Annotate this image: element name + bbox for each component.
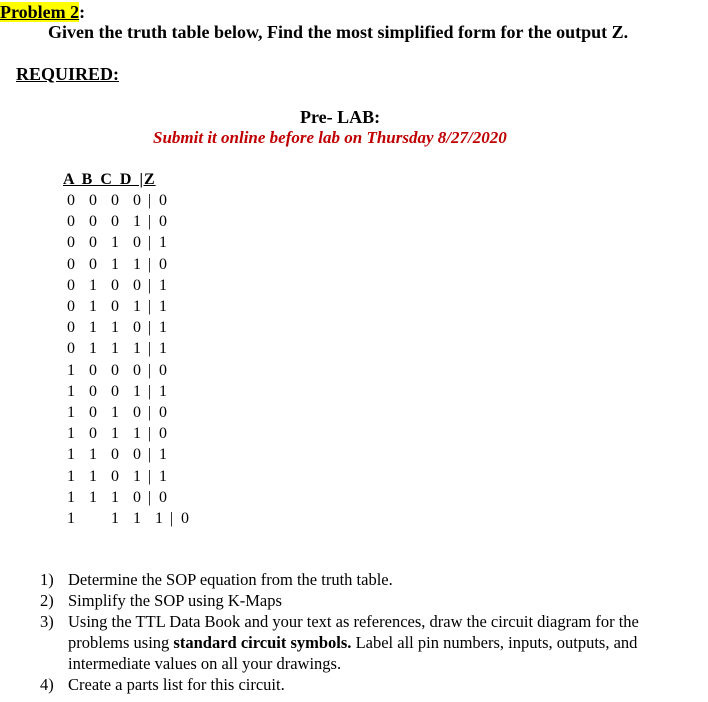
truth-table-cell-z: 1 — [159, 340, 167, 358]
task-text: Simplify the SOP using K-Maps — [68, 591, 282, 610]
task-number: 4) — [40, 675, 54, 694]
truth-table-separator: | — [148, 488, 152, 506]
truth-table-cell-a: 1 — [67, 404, 75, 421]
truth-table-cell-d: 0 — [133, 488, 141, 506]
truth-table-cell-d: 1 — [133, 213, 141, 231]
truth-table-separator: | — [148, 425, 152, 443]
truth-table-cell-a: 0 — [67, 319, 75, 337]
truth-table-cell-b: 1 — [89, 276, 97, 294]
truth-table-cell-c: 1 — [111, 425, 119, 443]
truth-table-cell-b: 1 — [89, 319, 97, 337]
prelab-title: Pre- LAB: — [300, 107, 381, 127]
truth-table-cell-z: 0 — [159, 425, 167, 443]
truth-table-cell-d: 1 — [133, 340, 141, 358]
truth-table-cell-z: 0 — [159, 255, 167, 273]
truth-table-cell-z: 1 — [159, 446, 167, 464]
truth-table-cell-b: 1 — [111, 510, 119, 527]
truth-table-cell-c: 0 — [111, 276, 119, 294]
truth-table-cell-z: 0 — [159, 404, 167, 421]
truth-table-separator: | — [170, 510, 174, 527]
truth-table-cell-b: 0 — [89, 213, 97, 231]
task-text: Determine the SOP equation from the truth table. — [68, 570, 393, 589]
problem-title — [0, 2, 85, 23]
truth-table-cell-c: 1 — [133, 510, 141, 527]
truth-table-separator: | — [148, 213, 152, 231]
truth-table-row — [0, 213, 300, 234]
truth-table-row — [0, 510, 300, 531]
truth-table-cell-b: 0 — [89, 382, 97, 400]
truth-table-row — [0, 446, 300, 467]
truth-table-row — [0, 425, 300, 446]
truth-table-cell-b: 0 — [89, 255, 97, 273]
truth-table-cell-c: 1 — [111, 255, 119, 273]
truth-table-separator: | — [148, 319, 152, 337]
truth-table-cell-b: 0 — [89, 425, 97, 443]
task-text-bold: standard circuit symbols. — [173, 633, 352, 652]
truth-table-separator: | — [148, 382, 152, 400]
task-number: 2) — [40, 591, 54, 610]
task-text: Label all pin numbers, inputs, outputs, and intermediate values on all your drawings. — [68, 633, 638, 673]
truth-table-cell-b: 1 — [89, 298, 97, 315]
truth-table-cell-a: 0 — [67, 298, 75, 315]
truth-table-row — [0, 362, 300, 383]
truth-table-cell-z: 1 — [159, 276, 167, 294]
truth-table-cell-d: 0 — [133, 404, 141, 421]
truth-table-cell-c: 1 — [111, 488, 119, 506]
truth-table-cell-b: 1 — [89, 340, 97, 358]
truth-table-separator: | — [148, 340, 152, 358]
truth-table-cell-b: 1 — [89, 488, 97, 506]
truth-table-row — [0, 319, 300, 340]
task-item — [40, 569, 680, 590]
truth-table-cell-z: 0 — [159, 192, 167, 209]
truth-table-row — [0, 277, 300, 298]
truth-table-cell-b: 0 — [89, 192, 97, 209]
truth-table-separator: | — [148, 298, 152, 315]
truth-table-cell-d: 0 — [133, 361, 141, 379]
truth-table-cell-z: 1 — [159, 382, 167, 400]
truth-table-cell-a: 0 — [67, 340, 75, 358]
problem-statement: Given the truth table below, Find the most simplified form for the output Z. — [48, 22, 629, 42]
truth-table-row — [0, 468, 300, 489]
truth-table-row — [0, 383, 300, 404]
task-number: 3) — [40, 612, 54, 631]
truth-table-header: A B C D |Z — [63, 171, 156, 188]
truth-table-cell-d: 1 — [133, 382, 141, 400]
truth-table-cell-a: 0 — [67, 276, 75, 294]
truth-table-cell-z: 1 — [159, 234, 167, 252]
truth-table-cell-c: 1 — [111, 340, 119, 358]
truth-table-cell-z: 0 — [181, 510, 189, 527]
truth-table-separator: | — [148, 361, 152, 379]
truth-table-cell-d: 1 — [155, 510, 163, 527]
truth-table-cell-c: 0 — [111, 361, 119, 379]
truth-table-cell-z: 1 — [159, 319, 167, 337]
truth-table-row — [0, 404, 300, 425]
task-list — [40, 569, 680, 695]
truth-table-row — [0, 489, 300, 510]
truth-table-separator: | — [148, 192, 152, 209]
truth-table-separator: | — [148, 255, 152, 273]
problem-label: Problem 2 — [0, 2, 80, 22]
truth-table-separator: | — [148, 234, 152, 252]
truth-table-cell-a: 1 — [67, 510, 75, 527]
truth-table-cell-c: 0 — [111, 467, 119, 485]
truth-table-cell-d: 1 — [133, 425, 141, 443]
truth-table-cell-z: 0 — [159, 488, 167, 506]
truth-table-cell-b: 1 — [89, 467, 97, 485]
truth-table-cell-b: 0 — [89, 404, 97, 421]
task-item — [40, 590, 680, 611]
truth-table-cell-z: 1 — [159, 467, 167, 485]
truth-table-separator: | — [148, 467, 152, 485]
truth-table-cell-b: 1 — [89, 446, 97, 464]
truth-table-cell-c: 1 — [111, 319, 119, 337]
truth-table-cell-d: 0 — [133, 192, 141, 209]
truth-table-cell-d: 1 — [133, 255, 141, 273]
truth-table-cell-a: 1 — [67, 382, 75, 400]
truth-table-cell-z: 1 — [159, 298, 167, 315]
truth-table-separator: | — [148, 446, 152, 464]
required-heading: REQUIRED: — [16, 64, 120, 84]
truth-table-cell-a: 1 — [67, 488, 75, 506]
truth-table-cell-c: 0 — [111, 192, 119, 209]
submit-note: Submit it online before lab on Thursday 8/27/2020 — [153, 128, 507, 147]
truth-table-row — [0, 298, 300, 319]
task-item — [40, 674, 680, 695]
task-text: Create a parts list for this circuit. — [68, 675, 285, 694]
truth-table-cell-c: 0 — [111, 446, 119, 464]
truth-table-cell-c: 0 — [111, 382, 119, 400]
truth-table-row — [0, 192, 300, 213]
truth-table-cell-a: 1 — [67, 361, 75, 379]
truth-table-row — [0, 340, 300, 361]
truth-table-cell-a: 1 — [67, 467, 75, 485]
truth-table-cell-b: 0 — [89, 361, 97, 379]
truth-table-cell-d: 1 — [133, 298, 141, 315]
task-text: Using the TTL Data Book and your text as references, draw the circuit diagram for the problems using — [68, 612, 639, 652]
truth-table-cell-d: 0 — [133, 319, 141, 337]
truth-table-cell-d: 0 — [133, 234, 141, 252]
truth-table-cell-z: 0 — [159, 361, 167, 379]
task-item — [40, 611, 680, 674]
task-number: 1) — [40, 570, 54, 589]
truth-table-cell-c: 1 — [111, 404, 119, 421]
truth-table-cell-a: 0 — [67, 234, 75, 252]
truth-table-row — [0, 256, 300, 277]
truth-table-cell-a: 0 — [67, 255, 75, 273]
truth-table-cell-c: 1 — [111, 234, 119, 252]
truth-table-cell-a: 0 — [67, 192, 75, 209]
problem-colon: : — [79, 2, 86, 22]
truth-table-row — [0, 234, 300, 255]
truth-table-cell-d: 1 — [133, 467, 141, 485]
truth-table-separator: | — [148, 404, 152, 421]
truth-table-cell-a: 1 — [67, 425, 75, 443]
truth-table-cell-c: 0 — [111, 213, 119, 231]
truth-table-separator: | — [148, 276, 152, 294]
truth-table-cell-z: 0 — [159, 213, 167, 231]
truth-table-cell-d: 0 — [133, 276, 141, 294]
truth-table-cell-d: 0 — [133, 446, 141, 464]
truth-table-cell-a: 0 — [67, 213, 75, 231]
truth-table-cell-a: 1 — [67, 446, 75, 464]
truth-table-cell-b: 0 — [89, 234, 97, 252]
truth-table-cell-c: 0 — [111, 298, 119, 315]
